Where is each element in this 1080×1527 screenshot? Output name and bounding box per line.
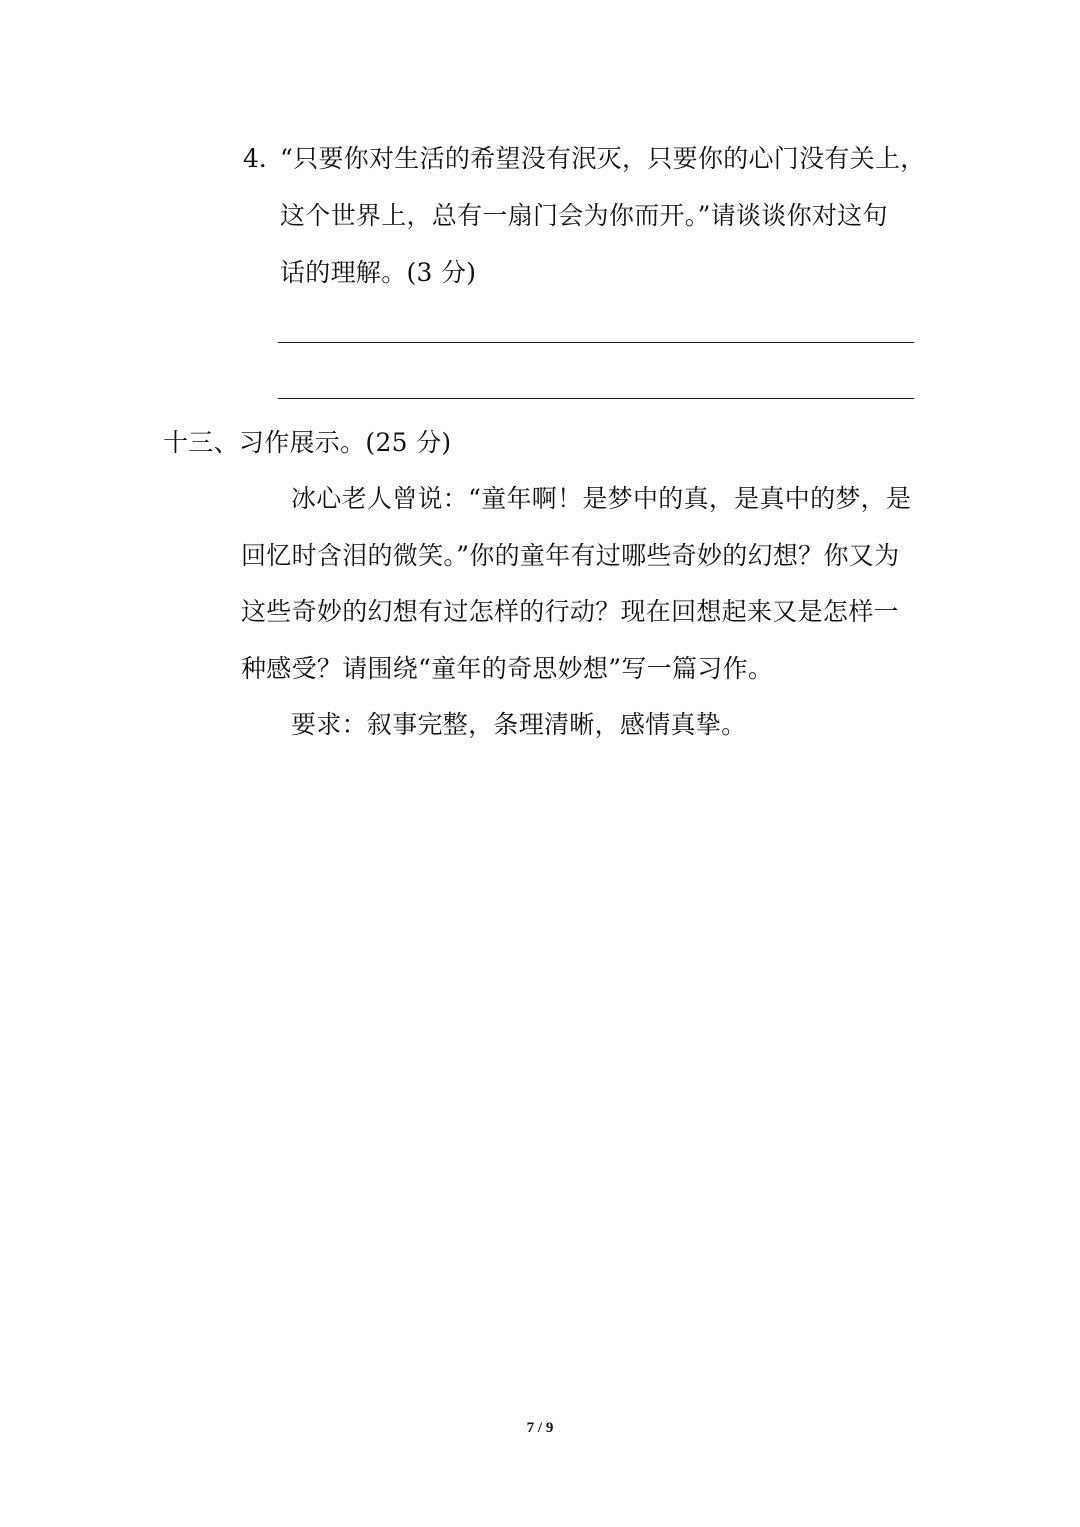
question-4-line-3: 话的理解。(3 分)	[280, 258, 477, 287]
essay-prompt-line-3: 这些奇妙的幻想有过怎样的行动？现在回想起来又是怎样一	[241, 597, 899, 626]
essay-prompt-line-4: 种感受？请围绕“童年的奇思妙想”写一篇习作。	[241, 654, 774, 683]
answer-line-2	[278, 398, 914, 399]
question-number: 4．	[243, 144, 284, 173]
essay-prompt-line-2: 回忆时含泪的微笑。”你的童年有过哪些奇妙的幻想？你又为	[241, 541, 900, 570]
page-number: 7 / 9	[526, 1420, 554, 1436]
essay-requirement: 要求：叙事完整，条理清晰，感情真挚。	[291, 710, 747, 739]
answer-line-1	[278, 342, 914, 343]
essay-prompt-line-1: 冰心老人曾说：“童年啊！是梦中的真，是真中的梦，是	[291, 484, 912, 513]
question-4-line-2: 这个世界上，总有一扇门会为你而开。”请谈谈你对这句	[280, 201, 888, 230]
question-4-line-1: “只要你对生活的希望没有泯灭，只要你的心门没有关上，	[280, 144, 926, 173]
section-13-heading: 十三、习作展示。(25 分)	[163, 428, 452, 457]
